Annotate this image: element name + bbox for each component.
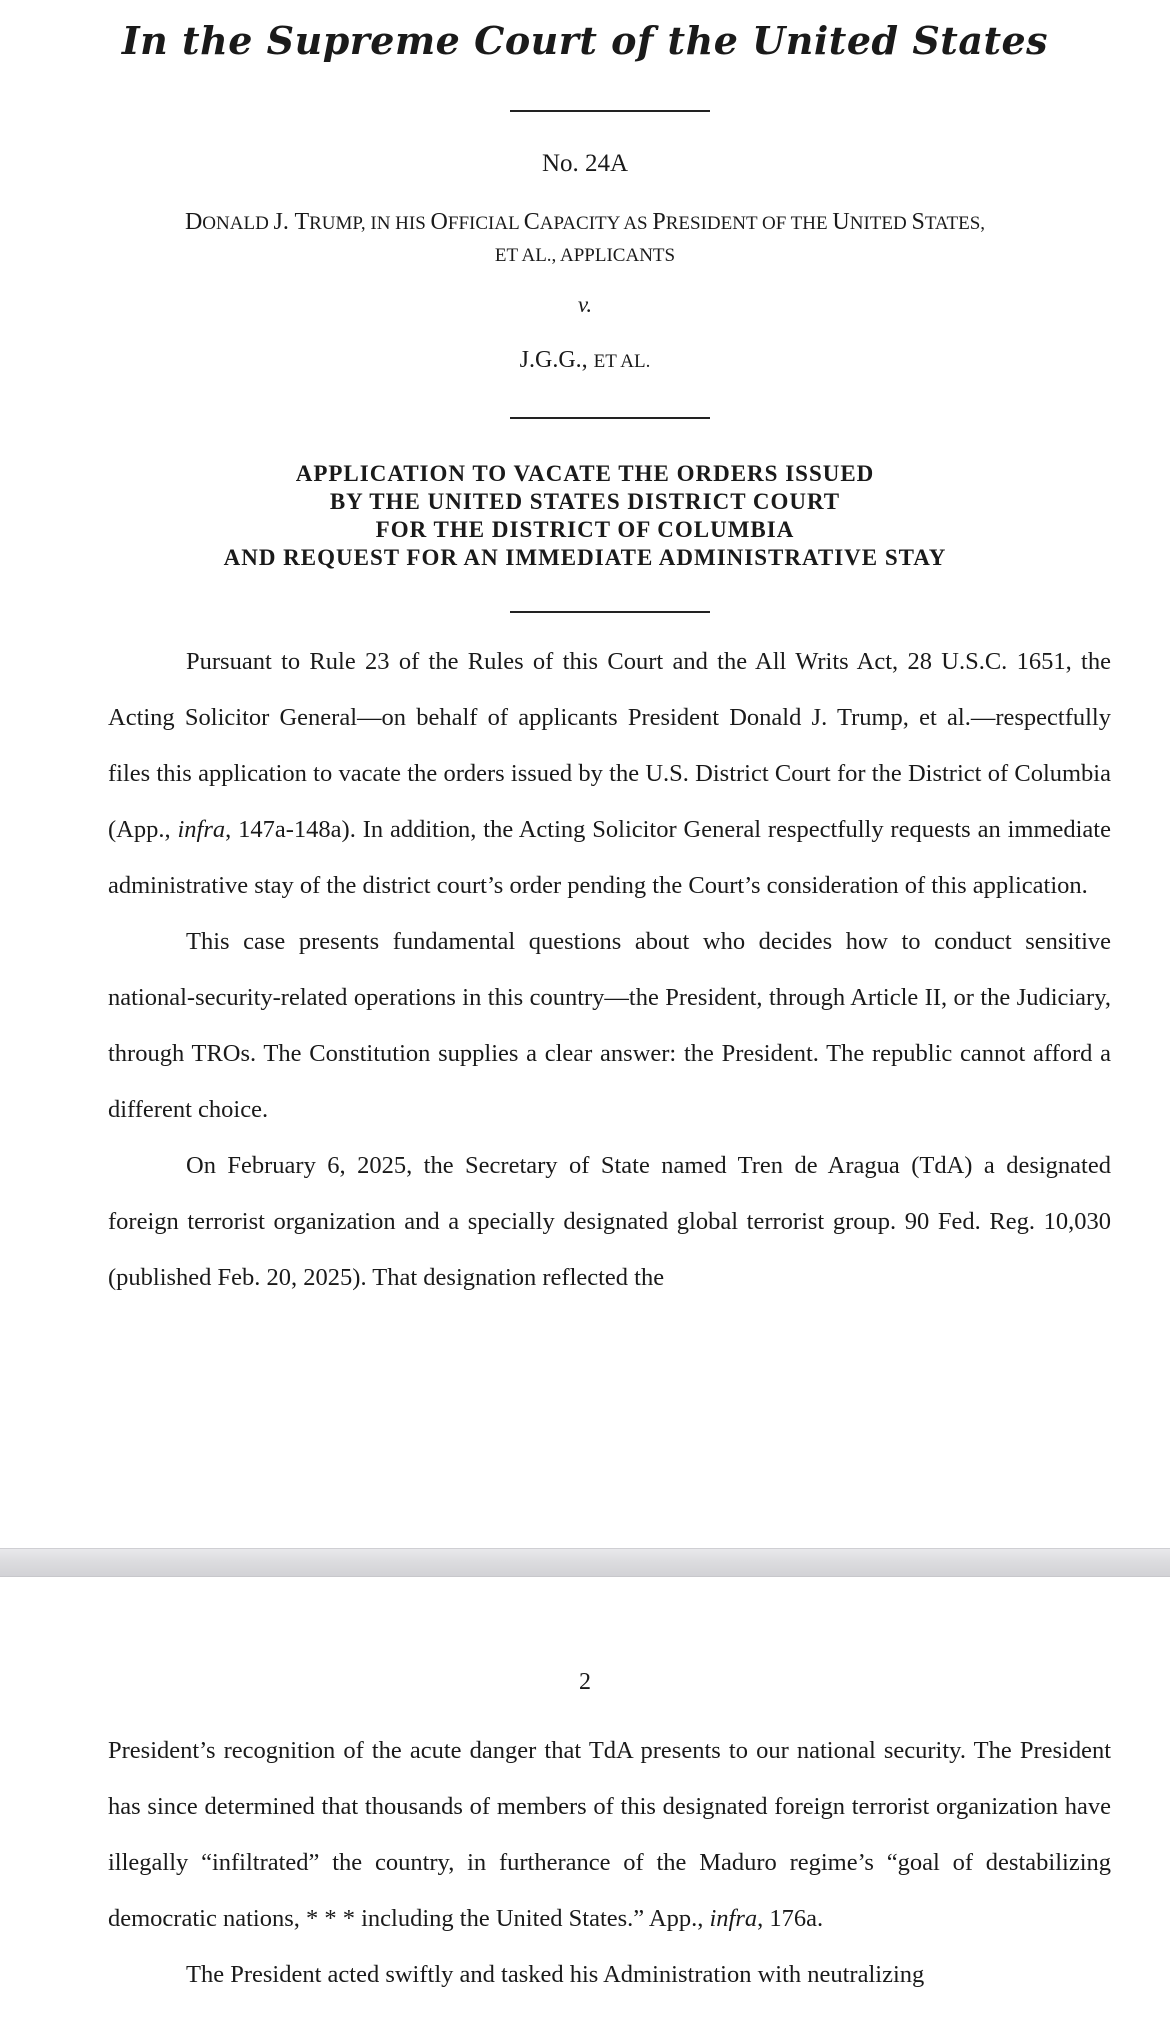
caption-text: J. T (273, 209, 310, 235)
body-text-page-2 (108, 1723, 1111, 2003)
body-text-page-1 (108, 634, 1111, 1306)
applicant-line-1 (0, 207, 1170, 239)
caption-text: U (832, 209, 850, 235)
heading-line: BY THE UNITED STATES DISTRICT COURT (329, 489, 841, 514)
paragraph: On February 6, 2025, the Secretary of State named Tren de Aragua (TdA) a designated foreign terrorist organization and a specially designated global terrorist group. 90 Fed. Reg. 10,030 (published Feb. 20, 2025). That designation reflected the (108, 1152, 1111, 1291)
page-number: 2 (579, 1669, 591, 1695)
paragraph: This case presents fundamental questions about who decides how to conduct sensitive national-security-related operations in this country—the President, through Article II, or the Judiciary, through TROs. The Constitution supplies a clear answer: the President. The republic cannot afford a different choice. (108, 928, 1111, 1123)
paragraph: The President acted swiftly and tasked his Administration with neutralizing (186, 1961, 925, 1988)
caption-text: C (523, 209, 540, 235)
caption-text: ONALD (202, 213, 274, 234)
heading-line: APPLICATION TO VACATE THE ORDERS ISSUED (295, 461, 875, 486)
docket-number: No. 24A (541, 150, 629, 177)
caption-text: RESIDENT OF THE (665, 213, 833, 234)
application-heading (0, 460, 1170, 572)
page-separator (0, 1548, 1170, 1577)
paragraph: Pursuant to Rule 23 of the Rules of this Court and the All Writs Act, 28 U.S.C. 1651, the Acting Solicitor General—on behalf of applicants President Donald J. Trump, et al.—respectfully files this application to vacate the orders issued by the U.S. District Court for the District of Columbia (App., infra, 147a-148a). In addition, the Acting Solicitor General respectfully requests an immediate administrative stay of the district court’s order pending the Court’s consideration of this application. (108, 648, 1111, 899)
respondent-caption: J.G.G., ET AL. (519, 347, 651, 373)
caption-text: O (430, 209, 448, 235)
caption-text: FFICIAL (447, 213, 524, 234)
caption-text: TATES, (924, 213, 986, 234)
applicant-caption (0, 207, 1170, 271)
caption-text: NITED (849, 213, 912, 234)
caption-text: S (911, 209, 925, 235)
heading-line: AND REQUEST FOR AN IMMEDIATE ADMINISTRATIVE STAY (223, 545, 947, 570)
caption-text: P (652, 209, 666, 235)
court-title: In the Supreme Court of the United States (121, 18, 1049, 63)
heading-divider (510, 611, 710, 613)
caption-text: APACITY AS (539, 213, 653, 234)
paragraph: President’s recognition of the acute danger that TdA presents to our national security. The President has since determined that thousands of members of this designated foreign terrorist organization have illegally “infiltrated” the country, in furtherance of the Maduro regime’s “goal of destabilizing democratic nations, * * * including the United States.” App., infra, 176a. (108, 1737, 1111, 1932)
title-divider (510, 110, 710, 112)
caption-text: RUMP, IN HIS (309, 213, 431, 234)
caption-divider (510, 417, 710, 419)
caption-text: D (184, 209, 203, 235)
applicant-line-2: ET AL., APPLICANTS (494, 245, 676, 266)
versus-label: v. (577, 292, 593, 317)
heading-line: FOR THE DISTRICT OF COLUMBIA (375, 517, 795, 542)
